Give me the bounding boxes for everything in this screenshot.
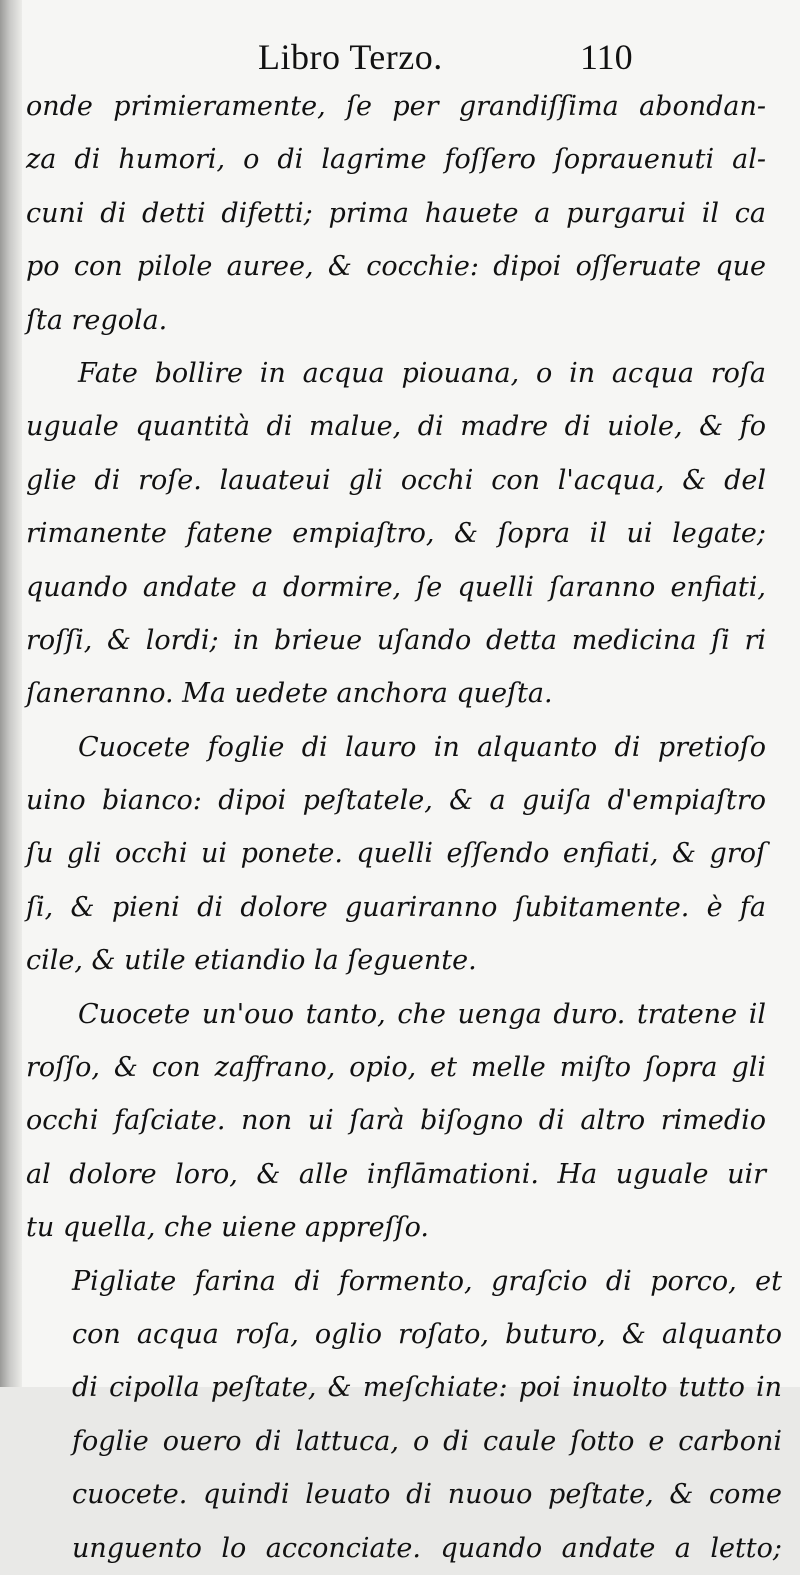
text-line: tu quella, che uiene appreſſo. [26, 1212, 429, 1244]
text-line: uino bianco: dipoi peſtatele, & a guiſa d'empiaſtro [26, 785, 766, 817]
text-line: ſi, & pieni di dolore guariranno ſubitamente. è fa [26, 891, 766, 923]
text-line: cuni di detti difetti; prima hauete a purgarui il ca [26, 197, 766, 229]
text-line: cile, & utile etiandio la ſeguente. [26, 945, 477, 977]
text-line: Cuocete foglie di lauro in alquanto di pretioſo [78, 731, 766, 763]
text-line: roſſo, & con zaffrano, opio, et melle miſto ſopra gli [26, 1052, 766, 1084]
text-line: con acqua roſa, oglio roſato, buturo, & alquanto [72, 1318, 782, 1350]
text-line: po con pilole auree, & cocchie: dipoi oſſeruate que [26, 251, 766, 283]
text-line: glie di roſe. lauateui gli occhi con l'acqua, & del [26, 464, 766, 496]
text-line: ſu gli occhi ui ponete. quelli eſſendo enfiati, & groſ [26, 838, 766, 870]
body-text [26, 80, 782, 1575]
page-header [0, 30, 800, 80]
text-line: al dolore loro, & alle inflāmationi. Ha uguale uir [26, 1158, 766, 1190]
text-line: Fate bollire in acqua piouana, o in acqua roſa [78, 357, 766, 389]
text-line: uguale quantità di malue, di madre di uiole, & fo [26, 411, 766, 443]
text-line: di cipolla peſtate, & meſchiate: poi inuolto tutto in [72, 1372, 782, 1404]
text-line: unguento lo acconciate. quando andate a letto; [72, 1532, 782, 1564]
text-line: Pigliate farina di formento, graſcio di porco, et [72, 1265, 782, 1297]
running-title: Libro Terzo. [258, 37, 443, 77]
text-line: roſſi, & lordi; in brieue uſando detta medicina ſi ri [26, 624, 766, 656]
text-line: onde primieramente, ſe per grandiſſima abondan- [26, 91, 766, 122]
text-line: occhi faſciate. non ui ſarà biſogno di altro rimedio [26, 1105, 766, 1137]
text-line: quando andate a dormire, ſe quelli ſaranno enfiati, [26, 571, 766, 603]
text-line: ſta regola. [26, 304, 168, 336]
page-number: 110 [580, 37, 633, 77]
text-line: cuocete. quindi leuato di nuouo peſtate, & come [72, 1479, 782, 1511]
text-line: ſaneranno. Ma uedete anchora queſta. [26, 678, 553, 710]
text-line: Cuocete un'ouo tanto, che uenga duro. tratene il [78, 998, 766, 1030]
page-gutter-shadow [0, 0, 22, 1387]
text-line: rimanente fatene empiaſtro, & ſopra il ui legate; [26, 518, 766, 550]
text-line: foglie ouero di lattuca, o di caule ſotto e carboni [72, 1425, 782, 1457]
text-line: za di humori, o di lagrime foſſero ſoprauenuti al- [26, 144, 766, 176]
